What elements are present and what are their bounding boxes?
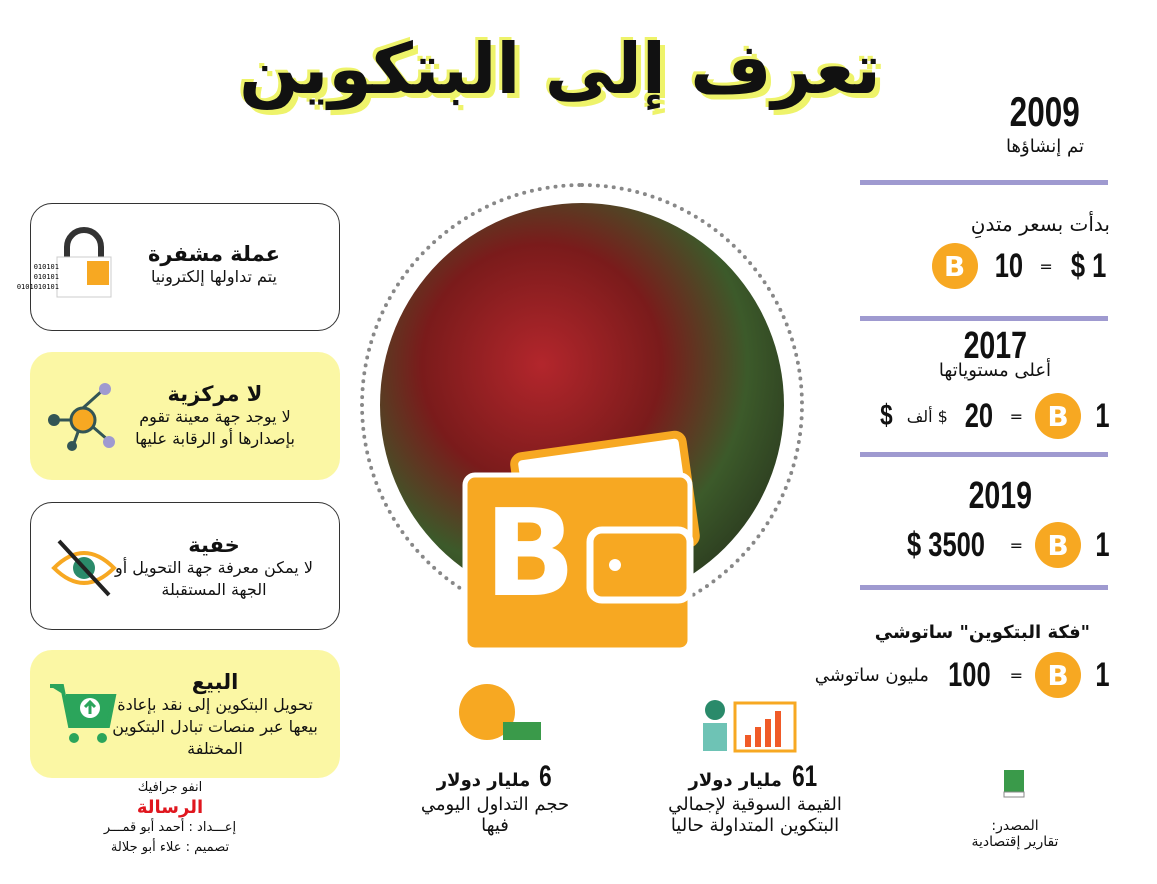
- source-label: المصدر:: [991, 818, 1039, 834]
- card-text: لا يوجد جهة معينة تقوم بإصدارها أو الرقابة عليها: [135, 407, 295, 448]
- start-price-label: بدأت بسعر متدنِ: [970, 212, 1110, 236]
- one: 1: [1095, 525, 1110, 564]
- usd-amount: $ 1: [1070, 246, 1107, 285]
- year-2017: 2017: [963, 325, 1027, 367]
- credits-design: تصميم : علاء أبو جلالة: [110, 840, 230, 855]
- stat-desc: القيمة السوقية لإجمالي البتكوين المتداولة حاليا: [668, 794, 842, 836]
- card-selling: [30, 650, 340, 778]
- source-value: تقارير إقتصادية: [971, 834, 1059, 850]
- stat-unit: مليار دولار: [688, 770, 782, 791]
- satoshi-label: "فكة البتكوين" ساتوشي: [874, 622, 1090, 643]
- satoshi-row: [815, 652, 1112, 698]
- cart-icon: [48, 680, 118, 750]
- created-label: تم إنشاؤها: [1006, 136, 1084, 157]
- stat-unit: مليار دولار: [436, 770, 531, 791]
- svg-text:010101: 010101: [33, 263, 59, 271]
- card-text: يتم تداولها إلكترونيا: [151, 267, 277, 286]
- network-icon: [48, 382, 118, 452]
- one: 1: [1095, 655, 1110, 694]
- equals: =: [1009, 535, 1024, 555]
- satoshi-unit: مليون ساتوشي: [814, 664, 929, 686]
- page-title: تعرف إلى البتكوين: [239, 28, 881, 110]
- card-heading: خفية: [188, 533, 240, 557]
- credits-infographic: انفو جرافيك: [137, 780, 203, 795]
- start-price-row: [932, 243, 1113, 289]
- card-heading: لا مركزية: [167, 382, 263, 406]
- lock-binary-icon: [16, 229, 119, 299]
- svg-text:010101: 010101: [33, 273, 59, 281]
- growth-chart-icon: [700, 695, 800, 755]
- peak-row: $ ألف $ 20 = B 1: [878, 393, 1112, 439]
- stat-desc: حجم التداول اليومي فيها: [420, 794, 570, 836]
- price-2019-row: [894, 522, 1112, 568]
- card-heading: عملة مشفرة: [148, 242, 280, 266]
- al-resalah-logo: الرسالة: [136, 797, 204, 818]
- book-icon: [1000, 768, 1030, 800]
- price-2019: $ 3500: [906, 525, 985, 564]
- bitcoin-icon: B: [1035, 393, 1081, 439]
- peak-label: أعلى مستوياتها: [938, 360, 1052, 381]
- stat-value: 61: [792, 760, 818, 793]
- coin-cash-icon: [455, 680, 545, 745]
- card-text: لا يمكن معرفة جهة التحويل أو الجهة المستقبلة: [115, 558, 313, 599]
- peak-unit: ألف $: [906, 406, 948, 426]
- card-heading: البيع: [191, 670, 239, 694]
- card-anonymous: [30, 502, 340, 630]
- peak-value: 20: [964, 396, 993, 435]
- svg-text:B: B: [484, 485, 576, 624]
- bitcoin-icon: B: [1035, 652, 1081, 698]
- credits: [90, 778, 250, 858]
- btc-amount: 10: [994, 246, 1023, 285]
- bitcoin-icon: B: [1035, 522, 1081, 568]
- stat-value: 6: [538, 760, 552, 793]
- equals: =: [1009, 406, 1024, 426]
- divider: [860, 585, 1108, 590]
- equals: =: [1039, 256, 1053, 276]
- card-encrypted: [16, 203, 340, 331]
- source: [950, 818, 1080, 850]
- credits-prepared: إعـــداد : أحمد أبو قمـــر: [103, 820, 237, 835]
- satoshi-value: 100: [948, 655, 991, 694]
- stat-market-cap: [640, 760, 870, 836]
- bitcoin-icon: B: [932, 243, 978, 289]
- bitcoin-wallet-icon: [460, 430, 700, 655]
- card-text: تحويل البتكوين إلى نقد بإعادة بيعها عبر منصات تبادل البتكوين المختلفة: [112, 695, 318, 758]
- svg-text:0101010101: 0101010101: [16, 283, 59, 291]
- year-2009: 2009: [1009, 88, 1081, 135]
- stat-daily-volume: [420, 760, 570, 836]
- divider: [860, 452, 1108, 457]
- hidden-eye-icon: [49, 533, 119, 603]
- one: 1: [1095, 396, 1110, 435]
- equals: =: [1009, 665, 1024, 685]
- divider: [860, 180, 1108, 185]
- year-2019: 2019: [968, 475, 1032, 517]
- card-decentralized: [30, 352, 340, 480]
- divider: [860, 316, 1108, 321]
